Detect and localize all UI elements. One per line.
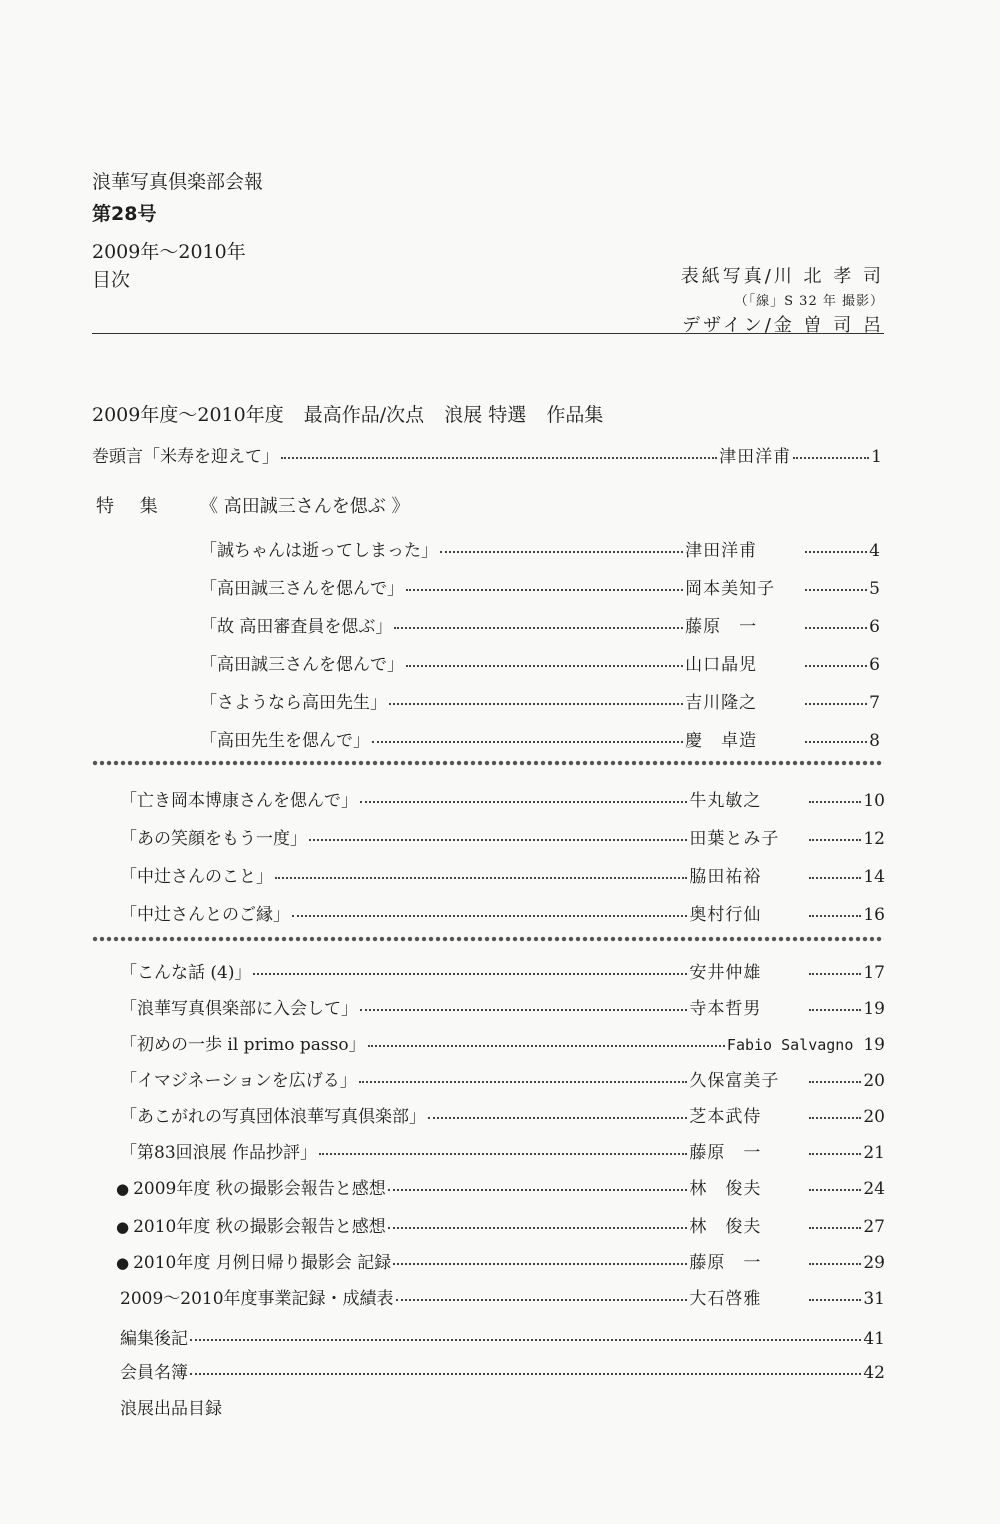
leader-dots xyxy=(809,839,861,841)
leader-dots xyxy=(809,1227,861,1229)
entry-page: 31 xyxy=(863,1289,885,1309)
entry-page: 10 xyxy=(863,791,885,811)
toc-entry-memorial xyxy=(120,862,885,886)
leader-dots xyxy=(359,1081,688,1083)
entry-title: 浪展出品目録 xyxy=(120,1399,222,1419)
leader-dots xyxy=(805,703,867,705)
toc-entry-memorial xyxy=(120,786,885,810)
entry-page: 6 xyxy=(869,655,880,675)
leader-dots xyxy=(406,589,683,591)
entry-title: 「浪華写真倶楽部に入会して」 xyxy=(120,999,358,1019)
leader-dots xyxy=(281,457,717,459)
entry-title: 「亡き岡本博康さんを偲んで」 xyxy=(120,791,358,811)
toc-entry-feature xyxy=(200,612,880,636)
leader-dots xyxy=(809,973,861,975)
leader-dots xyxy=(309,839,687,841)
entry-author: 藤原 一 xyxy=(685,617,758,637)
entry-page: 29 xyxy=(863,1253,885,1273)
leader-dots xyxy=(440,551,683,553)
entry-title: 編集後記 xyxy=(120,1329,188,1349)
entry-author: 林 俊夫 xyxy=(689,1179,762,1199)
entry-page: 27 xyxy=(863,1217,885,1237)
toc-entry-intro xyxy=(92,442,882,466)
entry-title: 「中辻さんのこと」 xyxy=(120,867,273,887)
entry-author: 藤原 一 xyxy=(689,1143,762,1163)
header-rule xyxy=(92,333,884,334)
leader-dots xyxy=(809,1117,861,1119)
publication-title: 浪華写真倶楽部会報 xyxy=(92,171,264,193)
feature-label: 特 集 xyxy=(96,496,168,517)
toc-entry-article xyxy=(120,994,885,1018)
entry-page: 12 xyxy=(863,829,885,849)
contents-label: 目次 xyxy=(92,269,131,291)
entry-author: 芝本武侍 xyxy=(689,1107,762,1127)
entry-author: 藤原 一 xyxy=(689,1253,762,1273)
entry-page: 8 xyxy=(869,731,880,751)
leader-dots xyxy=(805,551,867,553)
entry-page: 21 xyxy=(863,1143,885,1163)
leader-dots xyxy=(793,457,869,459)
entry-author: 林 俊夫 xyxy=(689,1217,762,1237)
toc-entry-closing xyxy=(120,1324,885,1348)
period: 2009年～2010年 xyxy=(92,241,246,263)
toc-entry-article xyxy=(116,1174,885,1198)
section-title-b: 浪展 特選 xyxy=(444,404,527,426)
entry-author: 慶 卓造 xyxy=(685,731,758,751)
toc-entry-article xyxy=(116,1212,885,1236)
section-title-c: 作品集 xyxy=(546,404,604,426)
entry-author: 寺本哲男 xyxy=(689,999,762,1019)
entry-title: ● 2010年度 秋の撮影会報告と感想 xyxy=(116,1212,386,1237)
toc-entry-feature xyxy=(200,574,880,598)
entry-author: 大石啓雅 xyxy=(689,1289,762,1309)
entry-page: 41 xyxy=(863,1329,885,1349)
toc-entry-article xyxy=(120,958,885,982)
entry-title: 「高田誠三さんを偲んで」 xyxy=(200,655,404,675)
leader-dots xyxy=(368,1045,725,1047)
entry-page: 16 xyxy=(863,905,885,925)
entry-title: 会員名簿 xyxy=(120,1363,188,1383)
entry-title: 「故 高田審査員を偲ぶ」 xyxy=(200,617,393,637)
section-title-a: 最高作品/次点 xyxy=(303,404,425,426)
entry-title: 2009～2010年度事業記録・成績表 xyxy=(120,1289,394,1309)
leader-dots xyxy=(809,1299,861,1301)
entry-title: 「あの笑顔をもう一度」 xyxy=(120,829,307,849)
toc-entry-closing xyxy=(120,1394,885,1418)
entry-title: 「高田誠三さんを偲んで」 xyxy=(200,579,404,599)
cover-photo-credit: 表紙写真/川 北 孝 司 xyxy=(680,266,884,287)
leader-dots xyxy=(389,703,683,705)
toc-entry-feature xyxy=(200,536,880,560)
entry-author: 奥村行仙 xyxy=(689,905,762,925)
entry-title: 「誠ちゃんは逝ってしまった」 xyxy=(200,541,438,561)
entry-title: 「さようなら高田先生」 xyxy=(200,693,387,713)
entry-title: 「第83回浪展 作品抄評」 xyxy=(120,1143,318,1163)
leader-dots xyxy=(805,627,867,629)
toc-entry-article xyxy=(120,1030,885,1054)
leader-dots xyxy=(253,973,687,975)
entry-page: 20 xyxy=(863,1107,885,1127)
leader-dots xyxy=(805,665,867,667)
entry-title: 「こんな話 (4)」 xyxy=(120,963,252,983)
entry-author: 津田洋甫 xyxy=(719,447,792,467)
entry-title: 巻頭言「米寿を迎えて」 xyxy=(92,447,279,467)
leader-dots xyxy=(406,665,683,667)
entry-page: 19 xyxy=(863,1035,885,1055)
leader-dots xyxy=(809,1189,861,1191)
leader-dots xyxy=(372,741,683,743)
entry-page: 6 xyxy=(869,617,880,637)
entry-author: 脇田祐裕 xyxy=(689,867,762,887)
entry-page: 42 xyxy=(863,1363,885,1383)
entry-author: 牛丸敏之 xyxy=(689,791,762,811)
leader-dots xyxy=(805,589,867,591)
entry-author: 安井仲雄 xyxy=(689,963,762,983)
leader-dots xyxy=(292,915,687,917)
design-credit: デザイン/金 曽 司 呂 xyxy=(682,315,884,336)
leader-dots xyxy=(809,1081,861,1083)
toc-entry-article xyxy=(120,1284,885,1308)
entry-author: 山口晶児 xyxy=(685,655,758,675)
toc-entry-article xyxy=(120,1066,885,1090)
toc-entry-feature xyxy=(200,650,880,674)
leader-dots xyxy=(190,1339,861,1341)
leader-dots xyxy=(360,1009,687,1011)
leader-dots xyxy=(809,877,861,879)
entry-author: 津田洋甫 xyxy=(685,541,758,561)
section-title xyxy=(92,400,617,427)
leader-dots xyxy=(190,1373,861,1375)
section-year-range: 2009年度～2010年度 xyxy=(92,404,284,426)
entry-page: 5 xyxy=(869,579,880,599)
leader-dots xyxy=(809,1009,861,1011)
entry-page: 17 xyxy=(863,963,885,983)
leader-dots xyxy=(809,1153,861,1155)
chain-divider xyxy=(92,760,884,766)
feature-title: 《 高田誠三さんを偲ぶ 》 xyxy=(200,496,410,517)
entry-page: 4 xyxy=(869,541,880,561)
entry-title: ● 2010年度 月例日帰り撮影会 記録 xyxy=(116,1248,391,1273)
toc-entry-memorial xyxy=(120,900,885,924)
leader-dots xyxy=(394,627,683,629)
toc-entry-closing xyxy=(120,1358,885,1382)
toc-entry-feature xyxy=(200,688,880,712)
entry-page: 7 xyxy=(869,693,880,713)
leader-dots xyxy=(388,1189,688,1191)
entry-author: 吉川隆之 xyxy=(685,693,758,713)
leader-dots xyxy=(396,1299,688,1301)
entry-page: 20 xyxy=(863,1071,885,1091)
entry-author: 田葉とみ子 xyxy=(689,829,780,849)
toc-entry-feature xyxy=(200,726,880,750)
entry-author: 久保富美子 xyxy=(689,1071,780,1091)
leader-dots xyxy=(393,1263,687,1265)
leader-dots xyxy=(388,1227,688,1229)
chain-divider xyxy=(92,936,884,942)
entry-page: 14 xyxy=(863,867,885,887)
leader-dots xyxy=(360,801,687,803)
entry-title: 「中辻さんとのご縁」 xyxy=(120,905,290,925)
entry-page: 24 xyxy=(863,1179,885,1199)
leader-dots xyxy=(805,741,867,743)
entry-title: 「イマジネーションを広げる」 xyxy=(120,1071,357,1091)
entry-page: 19 xyxy=(863,999,885,1019)
issue-number: 第28号 xyxy=(92,203,157,225)
entry-title: 「初めの一歩 il primo passo」 xyxy=(120,1035,366,1055)
leader-dots xyxy=(809,1263,861,1265)
entry-page: 1 xyxy=(871,447,882,467)
entry-title: 「あこがれの写真団体浪華写真倶楽部」 xyxy=(120,1107,426,1127)
leader-dots xyxy=(428,1117,687,1119)
toc-entry-article xyxy=(120,1138,885,1162)
toc-entry-article xyxy=(120,1102,885,1126)
leader-dots xyxy=(809,915,861,917)
leader-dots xyxy=(319,1153,687,1155)
entry-author: Fabio Salvagno xyxy=(726,1036,854,1054)
entry-title: 「高田先生を偲んで」 xyxy=(200,731,370,751)
toc-entry-article xyxy=(116,1248,885,1272)
entry-title: ● 2009年度 秋の撮影会報告と感想 xyxy=(116,1174,386,1199)
leader-dots xyxy=(809,801,861,803)
cover-photo-note: （「線」S 32 年 撮影） xyxy=(734,294,884,309)
toc-entry-memorial xyxy=(120,824,885,848)
leader-dots xyxy=(275,877,687,879)
entry-author: 岡本美知子 xyxy=(685,579,776,599)
